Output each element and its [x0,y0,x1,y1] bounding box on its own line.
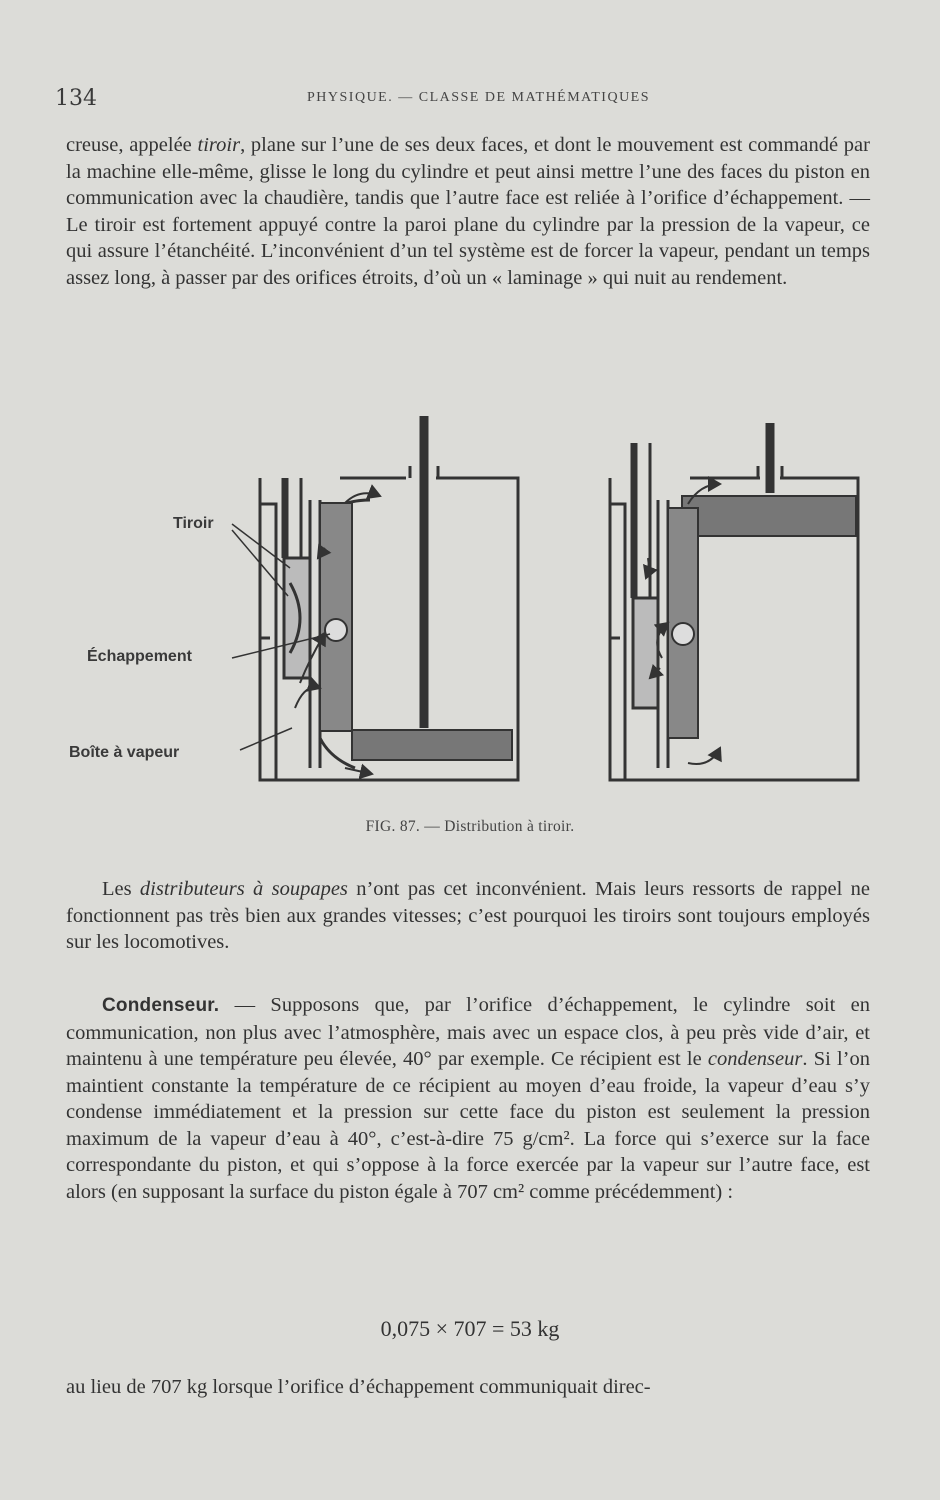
text-run: Les [102,878,140,900]
italic-term: distributeurs à soupapes [139,878,348,900]
italic-term: tiroir [197,134,241,156]
exhaust-port-left [325,619,347,641]
paragraph-soupapes [66,876,870,956]
equation: 0,075 × 707 = 53 kg [380,1316,560,1341]
italic-term: condenseur [707,1048,803,1070]
text-run: . Si l’on maintient constante la température de ce récipient au moyen d’eau froide, la vapeur d’eau s’y condense immédiatement et la pression sur cette face du piston est seulement la pression maximum de la vapeur d’eau à 40°, c’est-à-dire 75 g/cm². La force qui s’exerce sur la face correspondante du piston, et qui s’oppose à la force exercée par la vapeur sur l’autre face, est alors (en supposant la surface du piston égale à 707 cm² comme précédemment) : [66,1048,870,1203]
piston-left [352,730,512,760]
label-boite-a-vapeur: Boîte à vapeur [69,744,180,761]
left-diagram [260,416,518,780]
piston-right [682,496,856,536]
label-echappement: Échappement [87,648,192,665]
text-run: creuse, appelée [66,134,198,156]
valve-face-left [320,503,352,731]
figure-caption: FIG. 87. — Distribution à tiroir. [365,818,575,835]
exhaust-port-right [672,623,694,645]
text-run: — Supposons que, par l’orifice d’échappement, le cylindre soit en communication, non plus avec l’atmosphère, mais avec un espace clos, à peu près vide d’air, et maintenu à une température peu élevée, 40° par exemple. Ce récipient est le [66,994,870,1070]
figure-distribution-tiroir [69,408,880,803]
label-leaders [232,524,330,750]
section-title-condenseur: Condenseur. [102,995,220,1016]
paragraph-tiroir [66,132,870,291]
text-run: , plane sur l’une de ses deux faces, et dont le mouvement est commandé par la machine elle-même, glisse le long du cylindre et peut ainsi mettre l’une des faces du piston en communication avec la chaudière, tandis que l’autre face est reliée à l’orifice d’échappement. — Le tiroir est fortement appuyé contre la paroi plane du cylindre par la pression de la vapeur, ce qui assure l’étanchéité. L’inconvénient d’un tel système est de forcer la vapeur, pendant un temps assez long, à passer par des orifices étroits, d’où un « laminage » qui nuit au rendement. [66,134,870,289]
right-diagram [610,423,858,780]
label-tiroir: Tiroir [173,515,214,532]
page-header [55,86,885,116]
slide-valve-diagram [140,408,880,803]
running-head: PHYSIQUE. — CLASSE DE MATHÉMATIQUES [307,90,651,105]
text-run: n’ont pas cet inconvénient. Mais leurs ressorts de rappel ne fonctionnent pas très bien aux grandes vitesses; c’est pourquoi les tiroirs sont toujours employés sur les locomotives. [66,878,870,953]
page-number: 134 [55,86,97,111]
paragraph-condenseur [66,992,870,1205]
paragraph-continuation: au lieu de 707 kg lorsque l’orifice d’échappement communiquait direc- [66,1376,651,1398]
